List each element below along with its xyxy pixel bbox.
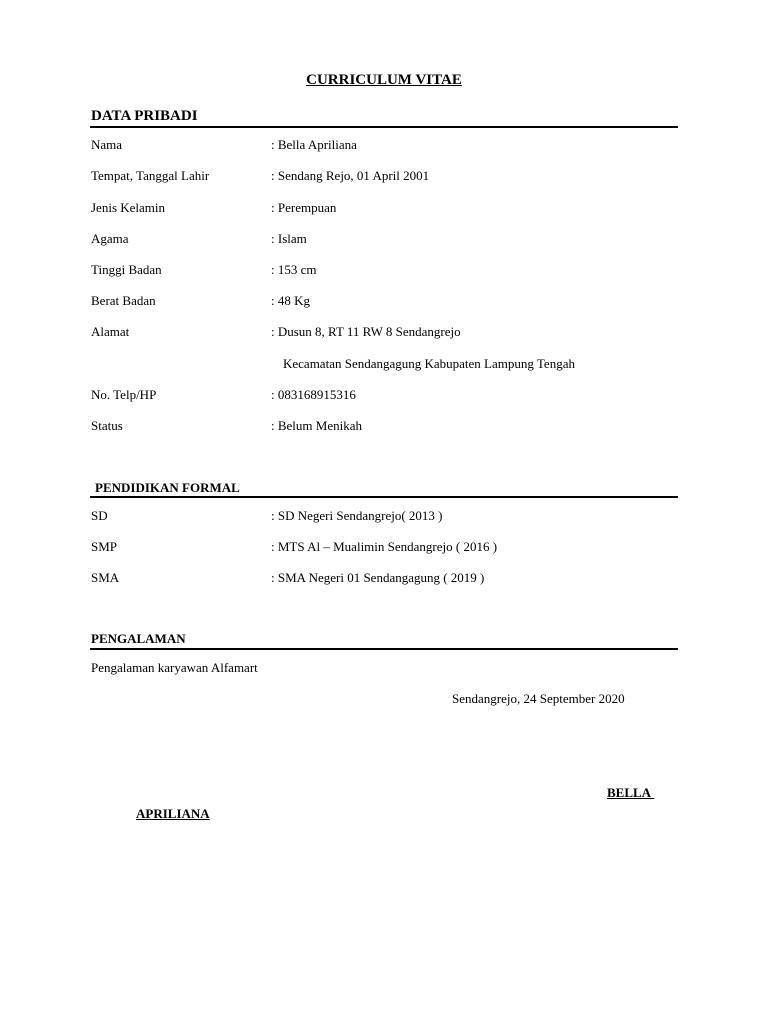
edu-value-sma: : SMA Negeri 01 Sendangagung ( 2019 )	[271, 570, 485, 585]
section-heading-experience: PENGALAMAN	[91, 631, 186, 646]
field-value-ttl: : Sendang Rejo, 01 April 2001	[271, 168, 430, 183]
field-label-nama: Nama	[91, 137, 123, 152]
signature-name-first: BELLA	[607, 785, 652, 800]
signature-name-last: APRILIANA	[136, 806, 210, 821]
section-heading-education: PENDIDIKAN FORMAL	[95, 480, 240, 495]
field-value-agama: : Islam	[271, 231, 307, 246]
experience-text: Pengalaman karyawan Alfamart	[91, 660, 258, 675]
field-value-nama: : Bella Apriliana	[271, 137, 357, 152]
field-value-alamat: : Dusun 8, RT 11 RW 8 Sendangrejo	[271, 324, 461, 339]
edu-value-sd: : SD Negeri Sendangrejo( 2013 )	[271, 508, 443, 523]
section-divider	[90, 648, 678, 650]
field-label-ttl: Tempat, Tanggal Lahir	[91, 168, 210, 183]
field-value-berat-badan: : 48 Kg	[271, 293, 310, 308]
field-label-alamat: Alamat	[91, 324, 130, 339]
field-label-berat-badan: Berat Badan	[91, 293, 156, 308]
field-label-jenis-kelamin: Jenis Kelamin	[91, 200, 166, 215]
edu-label-smp: SMP	[91, 539, 118, 554]
edu-label-sd: SD	[91, 508, 108, 523]
field-value-telp: : 083168915316	[271, 387, 356, 402]
edu-label-sma: SMA	[91, 570, 120, 585]
place-date: Sendangrejo, 24 September 2020	[452, 691, 625, 706]
section-divider	[90, 126, 678, 128]
edu-value-smp: : MTS Al – Mualimin Sendangrejo ( 2016 )	[271, 539, 498, 554]
section-heading-personal: DATA PRIBADI	[91, 108, 198, 124]
field-label-agama: Agama	[91, 231, 129, 246]
field-value-status: : Belum Menikah	[271, 418, 362, 433]
field-label-telp: No. Telp/HP	[91, 387, 157, 402]
field-value-tinggi-badan: : 153 cm	[271, 262, 317, 277]
document-title: CURRICULUM VITAE	[306, 72, 462, 88]
field-value-jenis-kelamin: : Perempuan	[271, 200, 337, 215]
field-value-alamat-line2: Kecamatan Sendangagung Kabupaten Lampung Tengah	[283, 356, 575, 371]
section-divider	[90, 496, 678, 498]
field-label-tinggi-badan: Tinggi Badan	[91, 262, 162, 277]
field-label-status: Status	[91, 418, 123, 433]
